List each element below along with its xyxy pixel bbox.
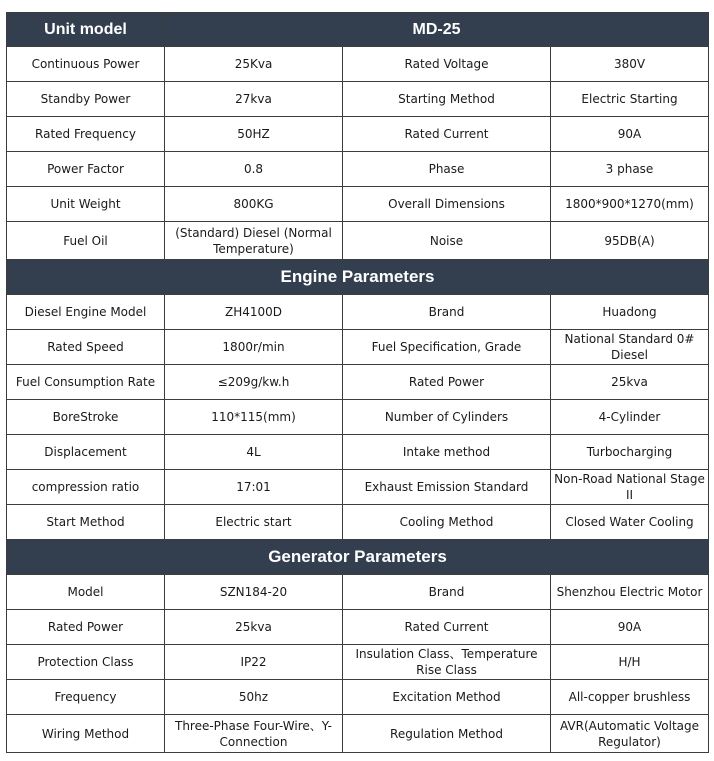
- param-label: Number of Cylinders: [343, 400, 551, 435]
- table-row: [7, 435, 709, 470]
- param-value: 4L: [165, 435, 343, 470]
- table-row: [7, 645, 709, 680]
- table-row: [7, 330, 709, 365]
- param-label: Rated Voltage: [343, 47, 551, 82]
- table-header-row: [7, 13, 709, 47]
- param-value: 17:01: [165, 470, 343, 505]
- param-value: (Standard) Diesel (Normal Temperature): [165, 222, 343, 260]
- param-label: Fuel Specification, Grade: [343, 330, 551, 365]
- param-value: All-copper brushless: [551, 680, 709, 715]
- param-label: Start Method: [7, 505, 165, 540]
- param-value: 95DB(A): [551, 222, 709, 260]
- table-row: [7, 680, 709, 715]
- param-label: compression ratio: [7, 470, 165, 505]
- table-row: [7, 187, 709, 222]
- param-value: Shenzhou Electric Motor: [551, 575, 709, 610]
- specification-table: [6, 12, 709, 753]
- table-row: [7, 117, 709, 152]
- param-label: Rated Power: [343, 365, 551, 400]
- param-value: National Standard 0# Diesel: [551, 330, 709, 365]
- param-label: Phase: [343, 152, 551, 187]
- table-row: [7, 575, 709, 610]
- param-label: Noise: [343, 222, 551, 260]
- param-label: Overall Dimensions: [343, 187, 551, 222]
- param-value: 1800*900*1270(mm): [551, 187, 709, 222]
- param-label: Rated Power: [7, 610, 165, 645]
- param-value: 380V: [551, 47, 709, 82]
- param-value: IP22: [165, 645, 343, 680]
- param-value: 90A: [551, 117, 709, 152]
- param-label: Model: [7, 575, 165, 610]
- param-value: 800KG: [165, 187, 343, 222]
- param-value: Huadong: [551, 295, 709, 330]
- param-value: Electric Starting: [551, 82, 709, 117]
- param-label: Cooling Method: [343, 505, 551, 540]
- param-value: SZN184-20: [165, 575, 343, 610]
- param-value: 50hz: [165, 680, 343, 715]
- param-value: 0.8: [165, 152, 343, 187]
- table-row: [7, 400, 709, 435]
- spec-sheet: [6, 12, 709, 753]
- param-value: AVR(Automatic Voltage Regulator): [551, 715, 709, 753]
- generator-section-title: Generator Parameters: [7, 540, 709, 575]
- table-row: [7, 610, 709, 645]
- param-label: Brand: [343, 575, 551, 610]
- param-label: Wiring Method: [7, 715, 165, 753]
- table-row: [7, 222, 709, 260]
- param-value: 4-Cylinder: [551, 400, 709, 435]
- param-label: Starting Method: [343, 82, 551, 117]
- param-label: Rated Current: [343, 117, 551, 152]
- table-row: [7, 82, 709, 117]
- param-value: 50HZ: [165, 117, 343, 152]
- table-row: [7, 295, 709, 330]
- param-label: Insulation Class、Temperature Rise Class: [343, 645, 551, 680]
- param-label: Unit Weight: [7, 187, 165, 222]
- param-value: 25Kva: [165, 47, 343, 82]
- param-value: 110*115(mm): [165, 400, 343, 435]
- param-value: H/H: [551, 645, 709, 680]
- param-value: 3 phase: [551, 152, 709, 187]
- engine-section-header: [7, 260, 709, 295]
- param-label: Rated Speed: [7, 330, 165, 365]
- table-row: [7, 715, 709, 753]
- param-value: Turbocharging: [551, 435, 709, 470]
- table-row: [7, 152, 709, 187]
- param-label: Diesel Engine Model: [7, 295, 165, 330]
- param-value: 27kva: [165, 82, 343, 117]
- param-label: Displacement: [7, 435, 165, 470]
- param-value: ≤209g/kw.h: [165, 365, 343, 400]
- param-label: Exhaust Emission Standard: [343, 470, 551, 505]
- table-row: [7, 365, 709, 400]
- param-label: Continuous Power: [7, 47, 165, 82]
- generator-section-header: [7, 540, 709, 575]
- param-value: 90A: [551, 610, 709, 645]
- engine-section-title: Engine Parameters: [7, 260, 709, 295]
- param-value: ZH4100D: [165, 295, 343, 330]
- param-label: Intake method: [343, 435, 551, 470]
- param-value: 25kva: [551, 365, 709, 400]
- table-row: [7, 505, 709, 540]
- table-row: [7, 470, 709, 505]
- param-value: Closed Water Cooling: [551, 505, 709, 540]
- param-label: Rated Frequency: [7, 117, 165, 152]
- param-value: 1800r/min: [165, 330, 343, 365]
- param-value: Three-Phase Four-Wire、Y-Connection: [165, 715, 343, 753]
- param-label: Regulation Method: [343, 715, 551, 753]
- param-label: Excitation Method: [343, 680, 551, 715]
- param-label: Protection Class: [7, 645, 165, 680]
- param-value: Non-Road National Stage II: [551, 470, 709, 505]
- param-label: Standby Power: [7, 82, 165, 117]
- param-value: 25kva: [165, 610, 343, 645]
- unit-model-label: Unit model: [7, 13, 165, 47]
- unit-model-value: MD-25: [165, 13, 709, 47]
- param-label: Fuel Oil: [7, 222, 165, 260]
- param-label: Rated Current: [343, 610, 551, 645]
- param-value: Electric start: [165, 505, 343, 540]
- param-label: Brand: [343, 295, 551, 330]
- table-row: [7, 47, 709, 82]
- param-label: Fuel Consumption Rate: [7, 365, 165, 400]
- param-label: Frequency: [7, 680, 165, 715]
- param-label: BoreStroke: [7, 400, 165, 435]
- param-label: Power Factor: [7, 152, 165, 187]
